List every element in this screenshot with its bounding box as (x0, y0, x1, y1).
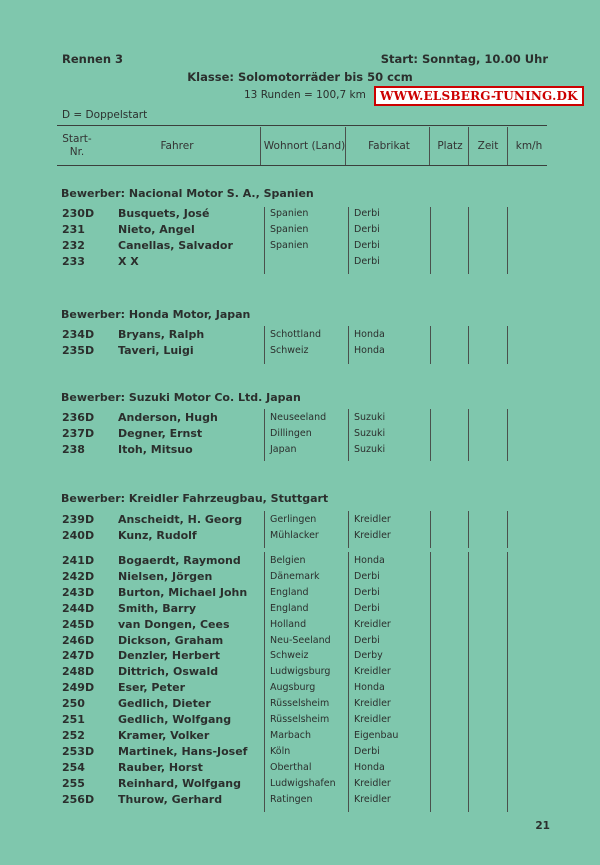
double-start-flag: D (85, 569, 95, 583)
col-make: Fabrikat (368, 139, 410, 152)
double-start-flag: D (85, 665, 95, 679)
residence: Neuseeland (270, 412, 327, 423)
start-number: 243 (62, 585, 85, 599)
start-number: 230 (62, 207, 85, 220)
residence: Schottland (270, 329, 322, 340)
driver-name: Eser, Peter (118, 681, 186, 695)
start-number: 242 (62, 569, 85, 583)
driver-name: Anscheidt, H. Georg (118, 513, 243, 526)
start-number: 251 (62, 713, 85, 726)
entry-row (0, 207, 600, 223)
make: Honda (354, 344, 385, 356)
make: Suzuki (354, 427, 386, 439)
entry-row (0, 729, 600, 745)
make: Kreidler (354, 714, 391, 725)
start-number: 239 (62, 513, 85, 526)
start-number: 254 (62, 760, 85, 774)
start-number: 237 (62, 426, 85, 440)
double-start-flag: D (85, 681, 95, 695)
col-speed: km/h (515, 139, 543, 152)
start-number: 232 (62, 238, 85, 252)
entrant-heading: Bewerber: Suzuki Motor Co. Ltd. Japan (61, 391, 301, 404)
make: Derby (354, 650, 383, 662)
residence: Ratingen (270, 793, 313, 805)
residence: Spanien (270, 223, 309, 235)
start-number: 233 (62, 254, 85, 268)
make: Derbi (354, 255, 380, 267)
watermark-stamp: WWW.ELSBERG-TUNING.DK (374, 86, 584, 106)
start-number: 241 (62, 554, 85, 567)
residence: Ludwigsburg (270, 666, 331, 678)
entrant-heading: Bewerber: Nacional Motor S. A., Spanien (61, 187, 314, 200)
start-number: 255 (62, 776, 85, 790)
start-number: 245 (62, 617, 85, 631)
start-number: 234 (62, 328, 85, 341)
driver-name: Kunz, Rudolf (118, 528, 197, 542)
make: Derbi (354, 208, 380, 219)
entrant-heading: Bewerber: Honda Motor, Japan (61, 308, 251, 321)
driver-name: Reinhard, Wolfgang (118, 776, 241, 790)
driver-name: Denzler, Herbert (118, 649, 220, 663)
start-number: 238 (62, 442, 85, 456)
residence: Augsburg (270, 682, 316, 694)
entry-row (0, 570, 600, 586)
double-start-flag: D (85, 633, 95, 647)
race-class: Klasse: Solomotorräder bis 50 ccm (187, 70, 413, 84)
entry-row (0, 777, 600, 793)
double-start-flag: D (85, 513, 95, 526)
make: Honda (354, 329, 385, 340)
driver-name: Dittrich, Oswald (118, 665, 219, 679)
entry-row (0, 223, 600, 239)
double-start-flag: D (85, 617, 95, 631)
header-divider (345, 127, 346, 165)
entry-row (0, 529, 600, 545)
double-start-flag: D (85, 792, 95, 806)
entry-row (0, 443, 600, 459)
entry-row (0, 255, 600, 271)
start-number: 252 (62, 728, 85, 742)
start-number: 253 (62, 744, 85, 758)
double-start-flag: D (85, 411, 95, 424)
driver-name: Busquets, José (118, 207, 210, 220)
start-number: 256 (62, 792, 85, 806)
driver-name: Itoh, Mitsuo (118, 442, 193, 456)
make: Honda (354, 761, 385, 773)
make: Kreidler (354, 793, 391, 805)
make: Suzuki (354, 443, 386, 455)
col-place: Platz (437, 139, 463, 152)
driver-name: Nielsen, Jörgen (118, 569, 213, 583)
race-title: Rennen 3 (62, 52, 124, 66)
make: Kreidler (354, 698, 391, 710)
driver-name: Smith, Barry (118, 601, 197, 615)
make: Kreidler (354, 618, 391, 630)
driver-name: X X (118, 254, 139, 268)
header-divider (429, 127, 430, 165)
header-divider (507, 127, 508, 165)
start-number: 240 (62, 528, 85, 542)
make: Derbi (354, 586, 380, 598)
entry-row (0, 697, 600, 713)
driver-name: Bogaerdt, Raymond (118, 554, 241, 567)
double-start-flag: D (85, 585, 95, 599)
double-start-flag: D (85, 343, 95, 357)
entry-row (0, 586, 600, 602)
entry-row (0, 793, 600, 809)
make: Derbi (354, 602, 380, 614)
entry-row (0, 239, 600, 255)
entry-row (0, 681, 600, 697)
make: Kreidler (354, 777, 391, 789)
make: Eigenbau (354, 729, 399, 741)
double-start-flag: D (85, 649, 95, 663)
make: Honda (354, 555, 385, 566)
residence: Schweiz (270, 650, 309, 662)
make: Kreidler (354, 666, 391, 678)
table-header-rule (57, 165, 547, 166)
entrant-heading: Bewerber: Kreidler Fahrzeugbau, Stuttgart (61, 492, 329, 505)
residence: Marbach (270, 729, 312, 741)
residence: Spanien (270, 239, 309, 251)
driver-name: Gedlich, Dieter (118, 697, 211, 711)
col-time: Zeit (477, 139, 499, 152)
entry-row (0, 344, 600, 360)
double-start-flag: D (85, 328, 95, 341)
start-number: 248 (62, 665, 85, 679)
residence: Japan (270, 443, 297, 455)
entry-row (0, 411, 600, 427)
header-divider (260, 127, 261, 165)
residence: Mühlacker (270, 529, 319, 541)
driver-name: Bryans, Ralph (118, 328, 205, 341)
start-number: 247 (62, 649, 85, 663)
page-number: 21 (535, 820, 550, 832)
entry-row (0, 649, 600, 665)
entry-row (0, 618, 600, 634)
entry-row (0, 761, 600, 777)
entry-row (0, 513, 600, 529)
double-start-flag: D (85, 528, 95, 542)
residence: Oberthal (270, 761, 312, 773)
driver-name: Gedlich, Wolfgang (118, 713, 232, 726)
driver-name: Thurow, Gerhard (118, 792, 223, 806)
entry-row (0, 602, 600, 618)
table-top-rule (57, 125, 547, 126)
double-start-flag: D (85, 744, 95, 758)
double-start-flag: D (85, 601, 95, 615)
entry-row (0, 634, 600, 650)
legend-double-start: D = Doppelstart (62, 109, 148, 121)
residence: Rüsselsheim (270, 714, 330, 725)
col-driver: Fahrer (160, 139, 194, 152)
residence: England (270, 602, 309, 614)
driver-name: van Dongen, Cees (118, 617, 230, 631)
residence: Schweiz (270, 344, 309, 356)
residence: Ludwigshafen (270, 777, 336, 789)
entry-row (0, 745, 600, 761)
start-number: 235 (62, 343, 85, 357)
start-time: Start: Sonntag, 10.00 Uhr (380, 52, 548, 66)
residence: Belgien (270, 555, 306, 566)
make: Derbi (354, 634, 380, 646)
entry-row (0, 554, 600, 570)
double-start-flag: D (85, 554, 95, 567)
double-start-flag: D (85, 426, 95, 440)
driver-name: Anderson, Hugh (118, 411, 218, 424)
make: Honda (354, 682, 385, 694)
race-laps: 13 Runden = 100,7 km (244, 89, 366, 101)
entry-row (0, 665, 600, 681)
start-number: 236 (62, 411, 85, 424)
make: Suzuki (354, 412, 386, 423)
make: Derbi (354, 745, 380, 757)
driver-name: Nieto, Angel (118, 222, 195, 236)
make: Kreidler (354, 529, 391, 541)
make: Derbi (354, 239, 380, 251)
driver-name: Kramer, Volker (118, 728, 210, 742)
make: Derbi (354, 570, 380, 582)
start-number: 231 (62, 222, 85, 236)
col-residence: Wohnort (Land) (263, 139, 346, 152)
residence: Neu-Seeland (270, 634, 331, 646)
driver-name: Rauber, Horst (118, 760, 203, 774)
start-number: 250 (62, 697, 85, 711)
residence: Gerlingen (270, 514, 317, 525)
driver-name: Taveri, Luigi (118, 343, 194, 357)
driver-name: Burton, Michael John (118, 585, 248, 599)
driver-name: Canellas, Salvador (118, 238, 233, 252)
start-number: 244 (62, 601, 85, 615)
entry-row (0, 328, 600, 344)
start-number: 246 (62, 633, 85, 647)
double-start-flag: D (85, 207, 95, 220)
residence: Dänemark (270, 570, 320, 582)
make: Derbi (354, 223, 380, 235)
make: Kreidler (354, 514, 391, 525)
driver-name: Degner, Ernst (118, 426, 203, 440)
residence: Holland (270, 618, 307, 630)
residence: England (270, 586, 309, 598)
driver-name: Martinek, Hans-Josef (118, 744, 248, 758)
residence: Rüsselsheim (270, 698, 330, 710)
entry-row (0, 427, 600, 443)
col-start-nr: Start- Nr. (62, 133, 92, 158)
residence: Dillingen (270, 427, 312, 439)
residence: Spanien (270, 208, 309, 219)
start-number: 249 (62, 681, 85, 695)
entry-row (0, 713, 600, 729)
driver-name: Dickson, Graham (118, 633, 224, 647)
residence: Köln (270, 745, 291, 757)
header-divider (468, 127, 469, 165)
